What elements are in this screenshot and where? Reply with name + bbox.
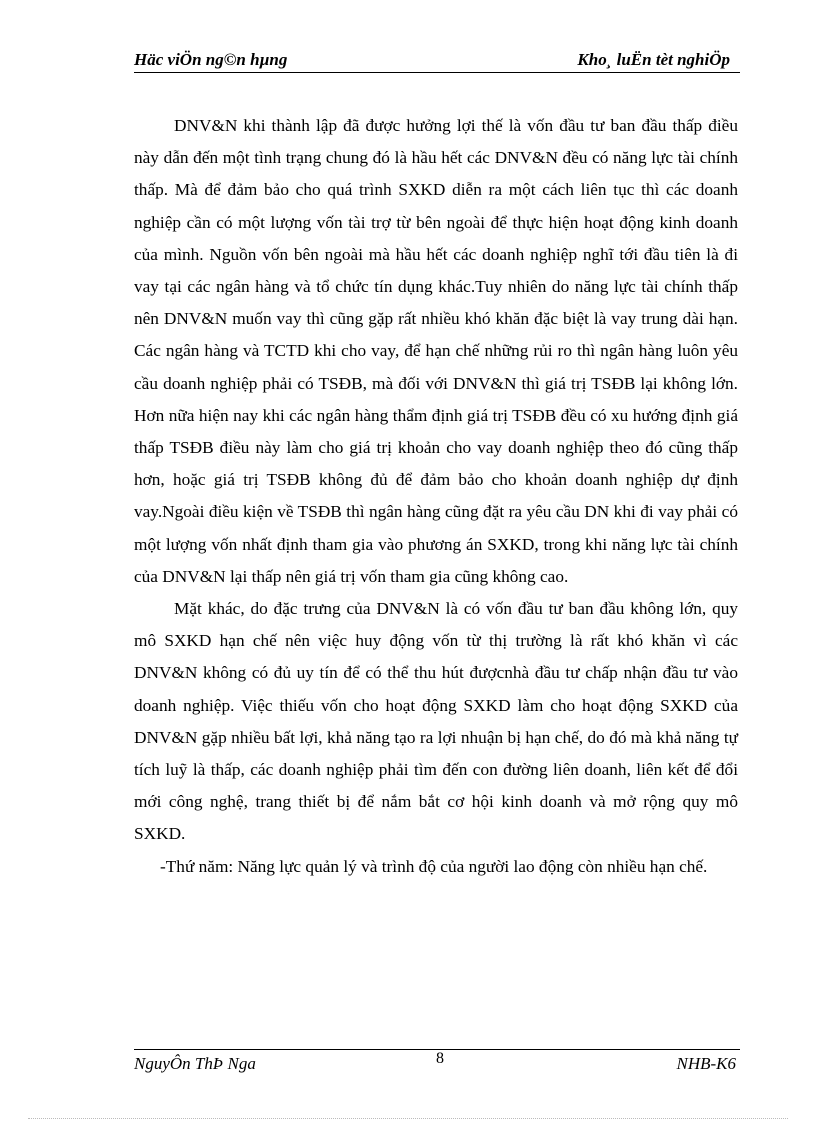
footer-class-code: NHB-K6: [676, 1054, 736, 1073]
page-header: [134, 50, 740, 73]
paragraph-1: DNV&N khi thành lập đã được hưởng lợi thế là vốn đầu tư ban đầu thấp điều này dẫn đến một tình trạng chung đó là hầu hết các DNV&N đều có năng lực tài chính thấp. Mà để đảm bảo cho quá trình SXKD diễn ra một cách liên tục thì các doanh nghiệp cần có một lượng vốn tài trợ từ bên ngoài để thực hiện hoạt động kinh doanh của mình. Nguồn vốn bên ngoài mà hầu hết các doanh nghiệp nghĩ tới đầu tiên là đi vay tại các ngân hàng và tổ chức tín dụng khác.Tuy nhiên do năng lực tài chính thấp nên DNV&N muốn vay thì cũng gặp rất nhiều khó khăn đặc biệt là vay trung dài hạn. Các ngân hàng và TCTD khi cho vay, để hạn chế những rủi ro thì ngân hàng luôn yêu cầu doanh nghiệp phải có TSĐB, mà đối với DNV&N thì giá trị TSĐB lại không lớn. Hơn nữa hiện nay khi các ngân hàng thẩm định giá trị TSĐB đều có xu hướng định giá thấp TSĐB điều này làm cho giá trị khoản cho vay doanh nghiệp theo đó cũng thấp hơn, hoặc giá trị TSĐB không đủ để đảm bảo cho khoản doanh nghiệp dự định vay.Ngoài điều kiện về TSĐB thì ngân hàng cũng đặt ra yêu cầu DN khi đi vay phải có một lượng vốn nhất định tham gia vào phương án SXKD, trong khi năng lực tài chính của DNV&N lại thấp nên giá trị vốn tham gia cũng không cao.: [134, 116, 738, 586]
paragraph-2: Mặt khác, do đặc trưng của DNV&N là có vốn đầu tư ban đầu không lớn, quy mô SXKD hạn chế nên việc huy động vốn từ thị trường là rất khó khăn vì các DNV&N không có đủ uy tín để có thể thu hút đượcnhà đầu tư chấp nhận đầu tư vào doanh nghiệp. Việc thiếu vốn cho hoạt động SXKD làm cho hoạt động SXKD của DNV&N gặp nhiều bất lợi, khả năng tạo ra lợi nhuận bị hạn chế, do đó mà khả năng tự tích luỹ là thấp, các doanh nghiệp phải tìm đến con đường liên doanh, liên kết để đổi mới công nghệ, trang thiết bị để nắm bắt cơ hội kinh doanh và mở rộng quy mô SXKD.: [134, 599, 738, 844]
paragraph-3: -Thứ năm: Năng lực quản lý và trình độ của người lao động còn nhiều hạn chế.: [160, 856, 708, 876]
page-bottom-divider: [28, 1118, 788, 1119]
header-document-type: Kho¸ luËn tèt nghiÖp: [577, 50, 730, 69]
main-body: [134, 110, 738, 883]
page-footer: [134, 1049, 740, 1076]
page-number: 8: [436, 1050, 444, 1067]
header-institution: Häc viÖn ng©n hµng: [134, 50, 288, 69]
footer-author: NguyÔn ThÞ Nga: [134, 1054, 256, 1073]
